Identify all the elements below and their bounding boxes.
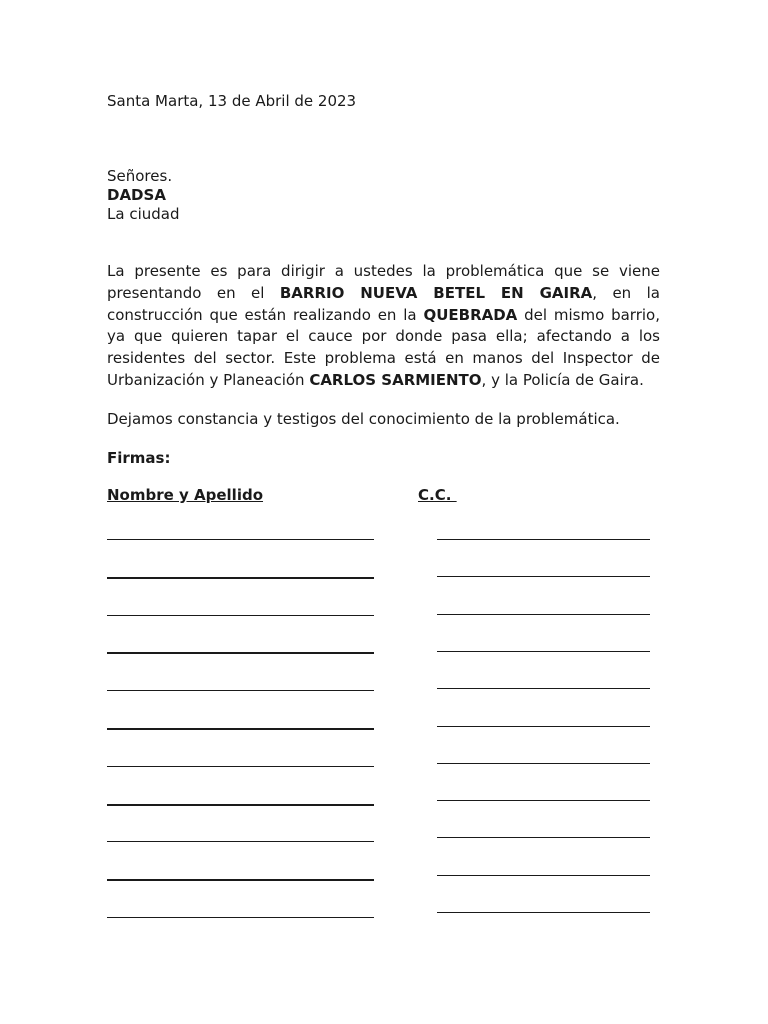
name-signature-line [107,577,374,579]
addressee-organization: DADSA [107,186,166,204]
body-line [107,348,660,370]
letter-body-paragraph [107,261,660,392]
body-text: del mismo barrio, [517,305,660,324]
firmas-label: Firmas: [107,449,171,467]
name-signature-line [107,652,374,654]
cc-signature-line [437,576,650,577]
body-bold-text: BARRIO NUEVA BETEL EN GAIRA [279,283,593,302]
name-signature-line [107,841,374,842]
cc-signature-line [437,763,650,764]
cc-signature-line [437,614,650,615]
cc-signature-line [437,688,650,689]
body-bold-text: CARLOS SARMIENTO [309,370,482,389]
salutation: Señores. [107,167,173,185]
constancia-text: Dejamos constancia y testigos del conocimiento de la problemática. [107,410,620,428]
name-signature-line [107,804,374,806]
name-signature-line [107,766,374,767]
cc-signature-line [437,875,650,876]
body-text: La presente es para dirigir a ustedes la problemática que se viene [107,262,660,280]
addressee-city: La ciudad [107,205,180,223]
name-column-header: Nombre y Apellido [107,486,264,504]
name-signature-line [107,917,374,918]
cc-signature-line [437,726,650,727]
body-text: , y la Policía de Gaira. [481,370,644,389]
name-signature-line [107,690,374,691]
body-line [107,283,660,305]
body-line [107,261,660,283]
cc-signature-line [437,800,650,801]
name-signature-line [107,539,374,540]
cc-signature-line [437,651,650,652]
cc-signature-line [437,539,650,540]
body-line [107,326,660,348]
body-text: residentes del sector. Este problema está en manos del Inspector de [107,349,660,368]
body-bold-text: QUEBRADA [423,305,518,324]
cc-signature-line [437,837,650,838]
body-text: ya que quieren tapar el cauce por donde pasa ella; afectando a los [107,327,660,346]
name-signature-line [107,615,374,616]
letter-date: Santa Marta, 13 de Abril de 2023 [107,92,357,110]
body-text: presentando en el [107,283,280,302]
body-text: , en la [592,283,660,302]
name-signature-line [107,728,374,730]
body-text: Urbanización y Planeación [107,370,310,389]
cc-signature-line [437,912,650,913]
body-line [107,305,660,327]
body-text: construcción que están realizando en la [107,305,424,324]
cc-column-header: C.C. [418,486,457,504]
addressee-block [107,167,179,224]
name-signature-line [107,879,374,881]
body-line [107,370,660,392]
